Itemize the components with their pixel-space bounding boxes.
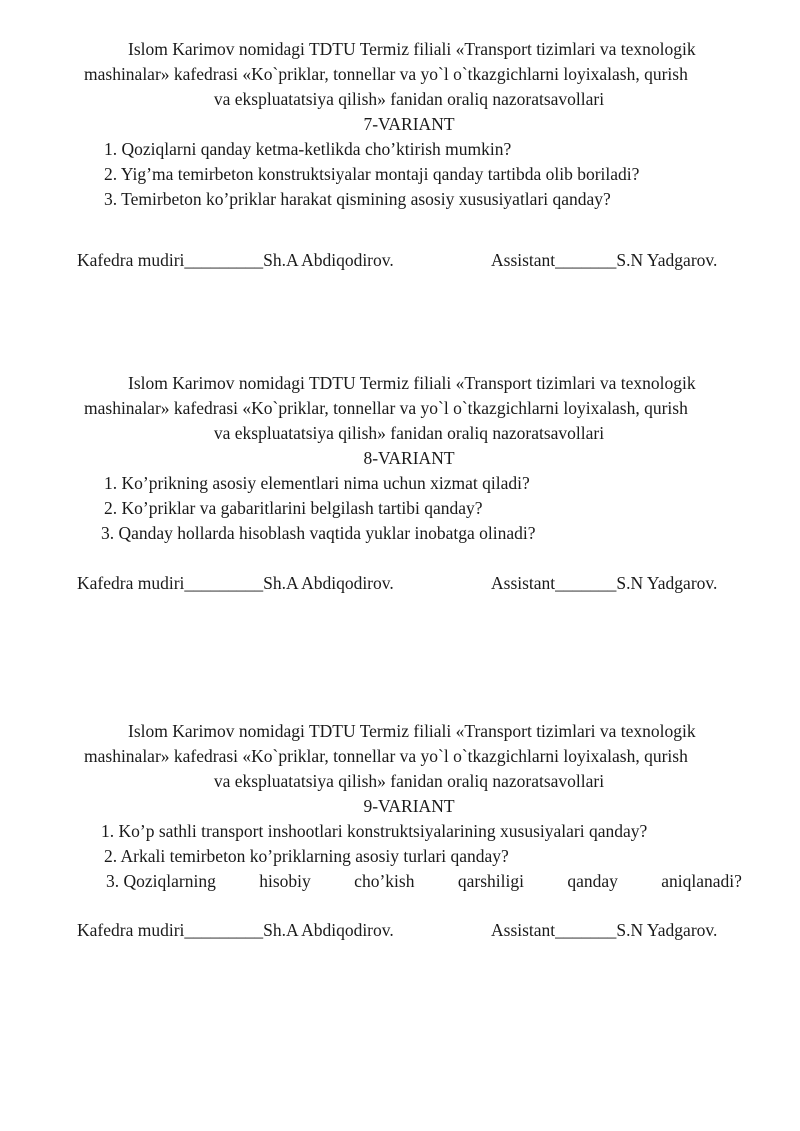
question-2: 2. Ko’priklar va gabaritlarini belgilash tartibi qanday? xyxy=(104,498,483,518)
header-line-1: Islom Karimov nomidagi TDTU Termiz filiali «Transport tizimlari va texnologik xyxy=(128,721,696,741)
department-head-signature: Kafedra mudiri_________Sh.A Abdiqodirov. xyxy=(77,250,394,270)
assistant-signature: Assistant_______S.N Yadgarov. xyxy=(491,250,718,270)
question-word: qanday xyxy=(567,871,618,891)
question-3: 3. Qanday hollarda hisoblash vaqtida yuklar inobatga olinadi? xyxy=(101,523,536,543)
department-head-signature: Kafedra mudiri_________Sh.A Abdiqodirov. xyxy=(77,573,394,593)
question-word: qarshiligi xyxy=(457,871,524,891)
variant-title: 8-VARIANT xyxy=(363,448,455,468)
question-1: 1. Ko’p sathli transport inshootlari konstruktsiyalarining xususiyalari qanday? xyxy=(101,821,648,841)
question-1: 1. Qoziqlarni qanday ketma-ketlikda cho’ktirish mumkin? xyxy=(104,139,512,159)
assistant-signature: Assistant_______S.N Yadgarov. xyxy=(491,573,718,593)
question-2: 2. Arkali temirbeton ko’priklarning asosiy turlari qanday? xyxy=(104,846,509,866)
variant-title: 9-VARIANT xyxy=(363,796,455,816)
question-word: 3. Qoziqlarning xyxy=(106,871,216,891)
question-word: aniqlanadi? xyxy=(661,871,742,891)
question-3: 3. Temirbeton ko’priklar harakat qismining asosiy xususiyatlari qanday? xyxy=(104,189,611,209)
header-line-1: Islom Karimov nomidagi TDTU Termiz filiali «Transport tizimlari va texnologik xyxy=(128,373,696,393)
header-line-2: mashinalar» kafedrasi «Ko`priklar, tonnellar va yo`l o`tkazgichlarni loyixalash, qurish xyxy=(84,746,688,766)
header-line-3: va ekspluatatsiya qilish» fanidan oraliq nazoratsavollari xyxy=(213,423,605,443)
header-line-1: Islom Karimov nomidagi TDTU Termiz filiali «Transport tizimlari va texnologik xyxy=(128,39,696,59)
header-line-2: mashinalar» kafedrasi «Ko`priklar, tonnellar va yo`l o`tkazgichlarni loyixalash, qurish xyxy=(84,64,688,84)
header-line-2: mashinalar» kafedrasi «Ko`priklar, tonnellar va yo`l o`tkazgichlarni loyixalash, qurish xyxy=(84,398,688,418)
question-word: cho’kish xyxy=(354,871,415,891)
question-word: hisobiy xyxy=(259,871,311,891)
header-line-3: va ekspluatatsiya qilish» fanidan oraliq nazoratsavollari xyxy=(213,771,605,791)
question-1: 1. Ko’prikning asosiy elementlari nima uchun xizmat qiladi? xyxy=(104,473,530,493)
question-2: 2. Yig’ma temirbeton konstruktsiyalar montaji qanday tartibda olib boriladi? xyxy=(104,164,640,184)
question-3 xyxy=(106,869,742,894)
assistant-signature: Assistant_______S.N Yadgarov. xyxy=(491,920,718,940)
department-head-signature: Kafedra mudiri_________Sh.A Abdiqodirov. xyxy=(77,920,394,940)
variant-title: 7-VARIANT xyxy=(363,114,455,134)
header-line-3: va ekspluatatsiya qilish» fanidan oraliq nazoratsavollari xyxy=(213,89,605,109)
